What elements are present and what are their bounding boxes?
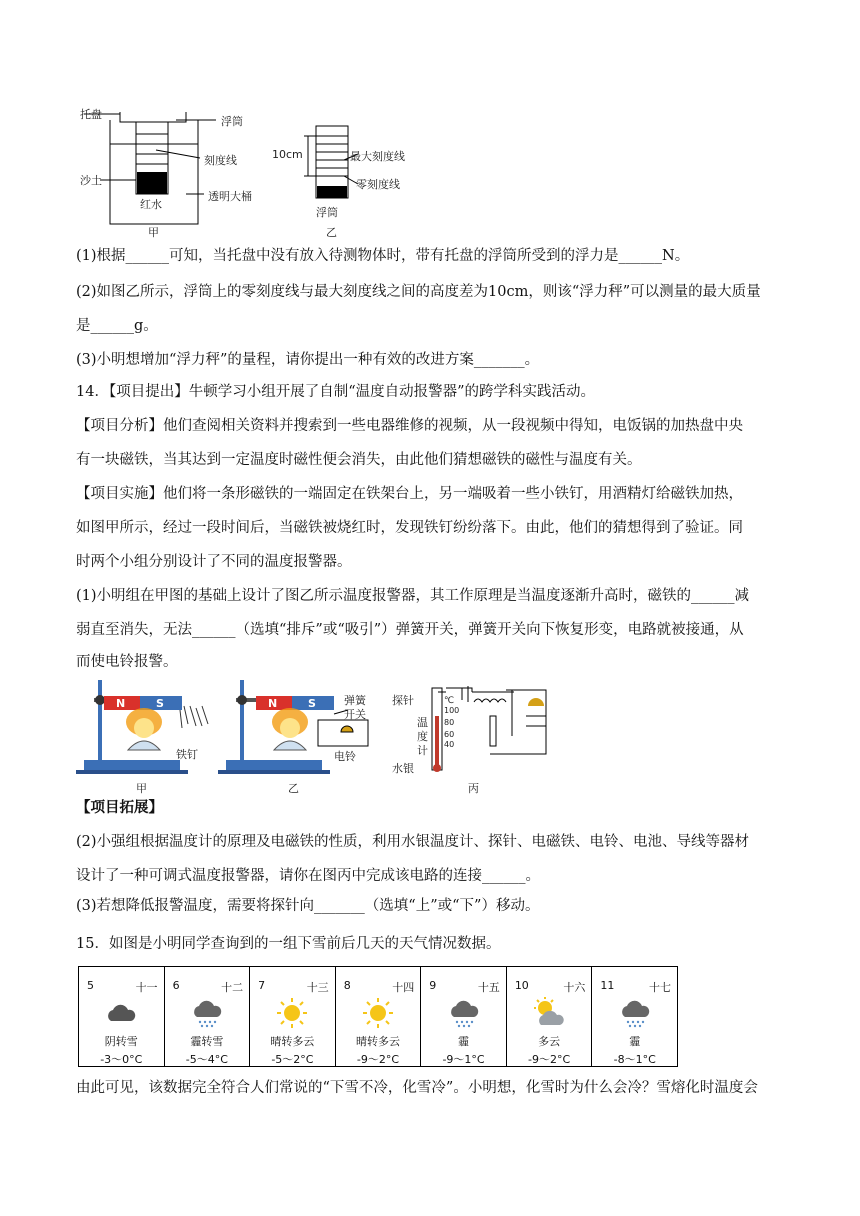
label-tuopan: 托盘 <box>80 108 102 121</box>
weather-day-4 <box>335 967 421 1067</box>
q14-line4: 【项目实施】他们将一条形磁铁的一端固定在铁架台上，另一端吸着一些小铁钉，用酒精灯给磁铁加热， <box>76 486 743 502</box>
weather-lunar: 十五 <box>477 981 500 994</box>
label-spring: 弹簧 <box>344 694 366 707</box>
weather-day-7 <box>592 967 678 1067</box>
sleet-icon <box>191 997 223 1029</box>
caption-jia: 甲 <box>148 226 159 239</box>
weather-desc: 阴转雪 <box>104 1035 138 1048</box>
label-celsius: ℃ <box>444 696 455 706</box>
weather-desc: 霾 <box>629 1035 641 1048</box>
weather-lunar: 十一 <box>135 981 158 994</box>
q14-line12: 设计了一种可调式温度报警器，请你在图丙中完成该电路的连接______。 <box>76 868 540 884</box>
sleet-icon <box>448 997 480 1029</box>
tick-40: 40 <box>444 740 455 749</box>
weather-date: 7 <box>258 979 266 992</box>
weather-day-5 <box>421 967 507 1067</box>
label-shatu: 沙土 <box>80 174 102 187</box>
q14-line13: (3)若想降低报警温度，需要将探针向_______（选填“上”或“下”）移动。 <box>76 898 540 914</box>
weather-temp: -9～2°C <box>356 1053 400 1066</box>
magnet-n-yi: N <box>268 697 278 710</box>
q14-line3: 有一块磁铁，当其达到一定温度时磁性便会消失，由此他们猜想磁铁的磁性与温度有关。 <box>76 452 642 468</box>
q14-line10: 【项目拓展】 <box>76 799 163 816</box>
weather-day-2 <box>164 967 250 1067</box>
partly-cloudy-icon <box>533 997 565 1029</box>
caption-bing: 丙 <box>468 782 479 795</box>
weather-date: 11 <box>600 979 615 992</box>
magnet-alarm-diagram <box>76 676 556 794</box>
q14-line6: 时两个小组分别设计了不同的温度报警器。 <box>76 554 352 570</box>
label-mercury: 水银 <box>392 762 414 775</box>
q14-line11: (2)小强组根据温度计的原理及电磁铁的性质，利用水银温度计、探针、电磁铁、电铃、电池、导线等器材 <box>76 834 750 850</box>
q13-part1: (1)根据______可知，当托盘中没有放入待测物体时，带有托盘的浮筒所受到的浮力是______N。 <box>76 248 690 264</box>
label-kedu: 刻度线 <box>204 154 237 167</box>
weather-date: 5 <box>87 979 94 992</box>
weather-date: 6 <box>172 979 180 992</box>
weather-desc: 晴转多云 <box>270 1035 315 1048</box>
label-bell: 电铃 <box>334 750 356 763</box>
weather-temp: -5～4°C <box>185 1053 228 1066</box>
sun-icon <box>362 997 394 1029</box>
label-du: 度 <box>417 730 428 743</box>
label-tieding: 铁钉 <box>176 748 198 761</box>
q13-part2-cont: 是______g。 <box>76 318 158 334</box>
weather-temp: -5～2°C <box>271 1053 314 1066</box>
weather-day-6 <box>506 967 592 1067</box>
weather-table <box>78 966 678 1067</box>
label-zero-line: 零刻度线 <box>356 178 400 191</box>
weather-temp: -3～0°C <box>100 1053 143 1066</box>
weather-date: 8 <box>343 979 351 992</box>
magnet-s-jia: S <box>156 697 164 710</box>
q14-line1: 14．【项目提出】牛顿学习小组开展了自制“温度自动报警器”的跨学科实践活动。 <box>76 384 596 400</box>
sun-icon <box>276 997 308 1029</box>
label-wen: 温 <box>417 716 428 729</box>
weather-lunar: 十三 <box>306 981 329 994</box>
label-ji: 计 <box>417 744 428 757</box>
caption-yi: 乙 <box>326 226 337 239</box>
q15-line2: 由此可见，该数据完全符合人们常说的“下雪不冷，化雪冷”。小明想，化雪时为什么会冷？雪熔化时温度会 <box>76 1080 758 1096</box>
q14-line5: 如图甲所示，经过一段时间后，当磁铁被烧红时，发现铁钉纷纷落下。由此，他们的猜想得到了验证。同 <box>76 520 743 536</box>
caption-yi-mid: 乙 <box>288 782 299 795</box>
q14-line2: 【项目分析】他们查阅相关资料并搜索到一些电器维修的视频，从一段视频中得知，电饭锅的加热盘中央 <box>76 418 743 434</box>
weather-lunar: 十四 <box>392 981 415 994</box>
label-tongming: 透明大桶 <box>208 190 252 203</box>
q13-part2: (2)如图乙所示，浮筒上的零刻度线与最大刻度线之间的高度差为10cm，则该“浮力秤”可以测量的最大质量 <box>76 284 761 300</box>
tick-80: 80 <box>444 718 455 727</box>
q15-line1: 15．如图是小明同学查询到的一组下雪前后几天的天气情况数据。 <box>76 936 501 952</box>
weather-day-1 <box>79 967 165 1067</box>
label-10cm: 10cm <box>272 148 303 161</box>
weather-temp: -8～1°C <box>613 1053 656 1066</box>
weather-desc: 晴转多云 <box>355 1035 400 1048</box>
weather-day-3 <box>250 967 336 1067</box>
label-probe: 探针 <box>392 694 414 707</box>
label-futong: 浮筒 <box>221 115 243 128</box>
weather-lunar: 十六 <box>563 981 586 994</box>
caption-jia-mid: 甲 <box>136 782 147 795</box>
q14-line7: (1)小明组在甲图的基础上设计了图乙所示温度报警器，其工作原理是当温度逐渐升高时，磁铁的______减 <box>76 588 750 604</box>
weather-desc: 霾 <box>458 1035 470 1048</box>
weather-temp: -9～1°C <box>442 1053 485 1066</box>
figure-float-scale <box>76 100 436 238</box>
weather-lunar: 十七 <box>649 981 671 994</box>
weather-lunar: 十二 <box>221 981 244 994</box>
magnet-n-jia: N <box>116 697 126 710</box>
tick-100: 100 <box>444 706 460 715</box>
label-max-line: 最大刻度线 <box>350 150 405 163</box>
weather-desc: 多云 <box>538 1035 561 1048</box>
q14-line8: 弱直至消失，无法______（选填“排斥”或“吸引”）弹簧开关，弹簧开关向下恢复形变，电路就被接通，从 <box>76 622 744 638</box>
float-scale-diagram <box>76 100 436 238</box>
q13-part3: (3)小明想增加“浮力秤”的量程，请你提出一种有效的改进方案_______。 <box>76 352 540 368</box>
label-hongshui: 红水 <box>140 198 162 211</box>
magnet-s-yi: S <box>308 697 316 710</box>
figure-magnet-alarm <box>76 676 556 794</box>
weather-date: 10 <box>514 979 529 992</box>
tick-60: 60 <box>444 730 455 739</box>
cloud-icon <box>105 997 137 1029</box>
weather-temp: -9～2°C <box>528 1053 571 1066</box>
weather-date: 9 <box>429 979 437 992</box>
label-futong-yi: 浮筒 <box>316 206 338 219</box>
q14-line9: 而使电铃报警。 <box>76 654 178 670</box>
label-switch: 开关 <box>344 708 366 721</box>
sleet-icon <box>619 997 651 1029</box>
weather-desc: 霾转雪 <box>190 1035 224 1048</box>
